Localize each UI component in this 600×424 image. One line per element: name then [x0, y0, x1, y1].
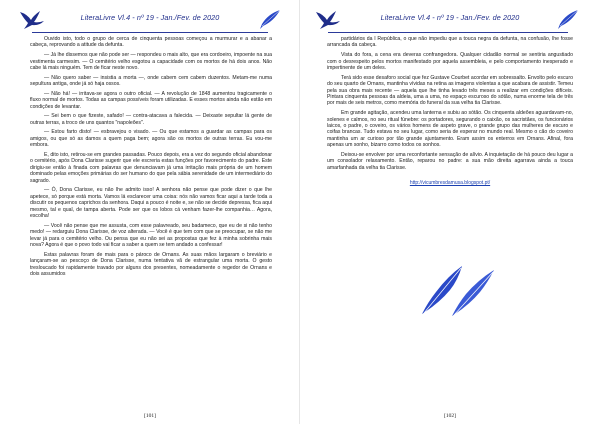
paragraph: — Não há! — irritava-se agora o outro oficial. — A revolução de 1848 aumentou tragicamente o fluxo normal de mortos. Todas as campas possíveis foram utilizadas. E esses mortos ainda não estão em condições de levantar. [30, 90, 272, 110]
paragraph: Terá sido esse desaforo social que fez Gustave Courbet acordar em sobressalto. Envolto pelo escuro do seu quarto de Ornans, mantinha vívidas na retina as imagens violentas a que acabara de assistir. Temeu pela sua obra mais recente — aquela que lhe tinha levado três meses a realizar em condições difíceis. Pintara cinquenta pessoas da aldeia, uma a uma, no espaço escuroso do sótão, numa enorme tela de três por mais de seis metros, como memória do funeral da sua velha tia Clarisse. [327, 74, 573, 107]
paragraph: — Não quero saber — insistia a morta —, onde cabem cem cabem duzentos. Metam-me numa sepultura antiga, onde já só haja ossos. [30, 74, 272, 88]
right-page-text [327, 36, 573, 187]
right-page [300, 0, 600, 424]
paragraph: Estas palavras foram de mais para o pároco de Ornans. As suas mãos largaram o breviário e lançaram-se ao pescoço de Dona Clarisse, numa tentativa vã de estrangular uma morta. O gesto tresloucado foi rapidamente travado por alguns dos presentes, nomeadamente o regedor de Ornans e dois assumidos [30, 251, 272, 278]
right-page-header [300, 8, 600, 30]
paragraph: partidários da I República, o que não impediu que a touca negra da defunta, na confusão, lhe fosse arrancada da cabeça. [327, 36, 573, 49]
page-number: [101] [144, 413, 156, 419]
paragraph: E, dito isto, retirou-se em grandes passadas. Pouco depois, era a vez do segundo oficial abandonar o cemitério, após Dona Clarisse sugerir que ele escreria estas funções por favorecimento do padre. Este dirigiu-se então à finada com palavras que denunciavam já uma irritação mais própria de um homem dominado pelas emoções primárias do ser humano do que pela sábia serenidade de um intermediário do sagrado. [30, 151, 272, 184]
left-page-text [30, 36, 272, 281]
paragraph: — Você não pense que me assusta, com esse palavreado, seu badameco, que eu de si não tenho medo! — redarguiu Dona Clarisse, de voz alterada. — Você é que tem com que se preocupar, se não me levar já para o cemitério velho. Ou pensa que eu não sei as propostas que fez à minha sobrinha mais nova? Agora é que o povo todo vai ficar a saber a quem se tem andado a confessar! [30, 222, 272, 249]
left-page-header [0, 8, 300, 30]
feather-quills-icon [418, 262, 496, 318]
header-rule [328, 32, 568, 33]
paragraph: — Sei bem o que fizeste, safado! — contra-atacava a falecida. — Deixaste sepultar lá gente de outras terras, a troco de uns quantos "napoleões". [30, 113, 272, 126]
paragraph: Deixou-se envolver por uma reconfortante sensação de alívio. A inquietação de há pouco deu lugar a um consolador relaxamento. Então, reparou no padre: a sua mão direita agarrava ainda a touca amarfanhada da velha tia Clarisse. [327, 152, 573, 171]
paragraph: Ouvido isto, todo o grupo de cerca de cinquenta pessoas começou a murmurar e a abanar a cabeça, reprovando a atitude da defunta. [30, 36, 272, 49]
paragraph: Em grande agitação, acendeu uma lanterna e subiu ao sótão. Os cinquenta aldeões aguardavam-no, solenes e calmos, no seu ritual fúnebre: os portadores, segurando o caixão, os sacristães, os funcionários laicos, o padre, o coveiro, os vários homens de aspeto grave, o grande grupo das mulheres de escuro e coifas brancas. Tudo estava no seu lugar, como seria de esperar no mundo real. Mesmo o cão do coveiro mantinha um ar curioso por tão grande ajuntamento. Eram assim os enterros em Ornans. Afinal, fora apenas um sonho, bizarro como todos os sonhos. [327, 110, 573, 149]
feather-pen-icon [552, 8, 582, 30]
blog-link[interactable]: http://vicumbresdamusa.blogspot.pt/ [409, 180, 491, 187]
paragraph: Vista do fora, a cena era deveras confrangedora. Qualquer cidadão normal se sentiria angustiado com o desrespeito pelos mortos manifestado por aquela assembleia, e pelo comportamento inesperado e impertinente de um deles. [327, 52, 573, 71]
header-rule [32, 32, 268, 33]
paragraph: — Já lhe dissemos que não pode ser — respondeu o mais alto, que era cordoeiro, impoente na sua vestimenta carmesim. — O cemitério velho esgotou a capacidade com os mortos de há dois anos. Não cabe lá mais ninguém. Tem de ficar neste novo. [30, 52, 272, 71]
paragraph: — Estou farto disto! — esbravejou o visado. — Ou que estamos a guardar as campas para os amigos, ou que só as damos a quem paga bem; agora são os mortos de outras terras. Eu vou-me embora. [30, 129, 272, 149]
paragraph: — Ó, Dona Clarisse, eu não lhe admito isso! A senhora não pense que pode dizer o que lhe apetece, só porque está morta. Vamos lá esclarecer uma coisa: nós não vamos ficar aqui a tarde toda a discutir os pequenos caprichos da senhora. Daqui a pouco é noite e, se não se decide depressa, fica aqui mesmo, tal e qual, de tampa aberta. Pode ser que os lobos cá venham fazer-lhe companhia… Agora, escolha! [30, 187, 272, 220]
page-number: [102] [444, 413, 456, 419]
journal-title: LiteraLivre Vl.4 - nº 19 - Jan./Fev. de 2020 [380, 13, 520, 22]
feather-pen-icon [254, 8, 284, 30]
journal-title: LiteraLivre Vl.4 - nº 19 - Jan./Fev. de 2020 [80, 13, 220, 22]
